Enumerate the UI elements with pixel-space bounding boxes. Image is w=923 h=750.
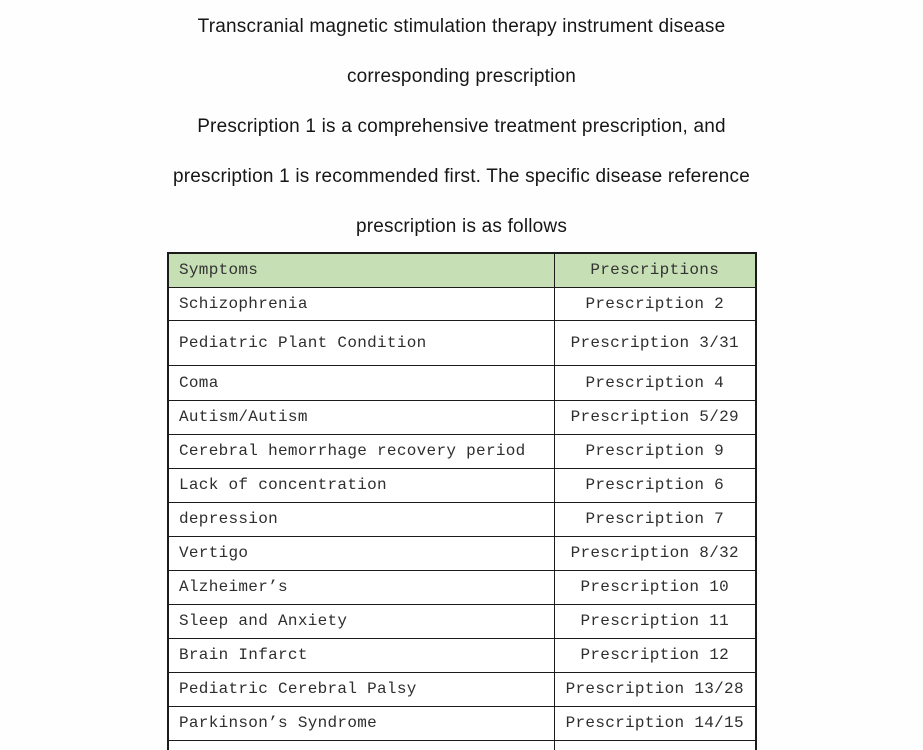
intro-line: Prescription 1 is a comprehensive treatment prescription, and <box>197 116 726 137</box>
intro-line: prescription is as follows <box>355 216 568 237</box>
symptom-cell <box>168 740 554 750</box>
symptom-cell: depression <box>168 502 554 536</box>
symptom-cell: Vertigo <box>168 536 554 570</box>
table-row <box>168 604 756 638</box>
page-title-line: corresponding prescription <box>346 66 577 87</box>
prescription-cell: Prescription 5/29 <box>554 400 756 434</box>
table-header-row <box>168 253 756 287</box>
table-row <box>168 638 756 672</box>
table-row <box>168 502 756 536</box>
prescription-cell: Prescription 10 <box>554 570 756 604</box>
page-title <box>0 2 923 102</box>
prescription-cell: Prescription 2 <box>554 287 756 320</box>
prescription-cell: Prescription 8/32 <box>554 536 756 570</box>
symptom-cell: Sleep and Anxiety <box>168 604 554 638</box>
symptom-cell: Alzheimer’s <box>168 570 554 604</box>
column-header-prescriptions: Prescriptions <box>554 253 756 287</box>
prescription-cell: Prescription 7 <box>554 502 756 536</box>
symptom-cell: Parkinson’s Syndrome <box>168 706 554 740</box>
prescription-cell: Prescription 3/31 <box>554 320 756 365</box>
partial-row <box>168 740 756 750</box>
table-row <box>168 672 756 706</box>
prescription-cell: Prescription 13/28 <box>554 672 756 706</box>
column-header-symptoms: Symptoms <box>168 253 554 287</box>
prescription-cell: Prescription 9 <box>554 434 756 468</box>
symptom-cell: Schizophrenia <box>168 287 554 320</box>
table-row <box>168 400 756 434</box>
symptom-cell: Lack of concentration <box>168 468 554 502</box>
table-row <box>168 434 756 468</box>
prescription-cell: Prescription 6 <box>554 468 756 502</box>
table-row <box>168 536 756 570</box>
prescription-cell: Prescription 4 <box>554 365 756 400</box>
table-row <box>168 365 756 400</box>
intro-paragraph <box>0 102 923 252</box>
symptom-cell: Brain Infarct <box>168 638 554 672</box>
symptom-cell: Cerebral hemorrhage recovery period <box>168 434 554 468</box>
symptom-cell: Pediatric Plant Condition <box>168 320 554 365</box>
symptom-cell: Pediatric Cerebral Palsy <box>168 672 554 706</box>
table-row <box>168 706 756 740</box>
prescription-cell: Prescription 11 <box>554 604 756 638</box>
title-block <box>0 0 923 252</box>
page-title-line: Transcranial magnetic stimulation therapy instrument disease <box>197 16 726 37</box>
table-row <box>168 570 756 604</box>
table-row <box>168 287 756 320</box>
prescription-cell <box>554 740 756 750</box>
prescription-cell: Prescription 14/15 <box>554 706 756 740</box>
prescription-cell: Prescription 12 <box>554 638 756 672</box>
symptom-cell: Autism/Autism <box>168 400 554 434</box>
intro-line: prescription 1 is recommended first. The specific disease reference <box>173 166 750 187</box>
table-row <box>168 320 756 365</box>
symptom-cell: Coma <box>168 365 554 400</box>
prescription-table <box>167 252 757 750</box>
table-row <box>168 468 756 502</box>
